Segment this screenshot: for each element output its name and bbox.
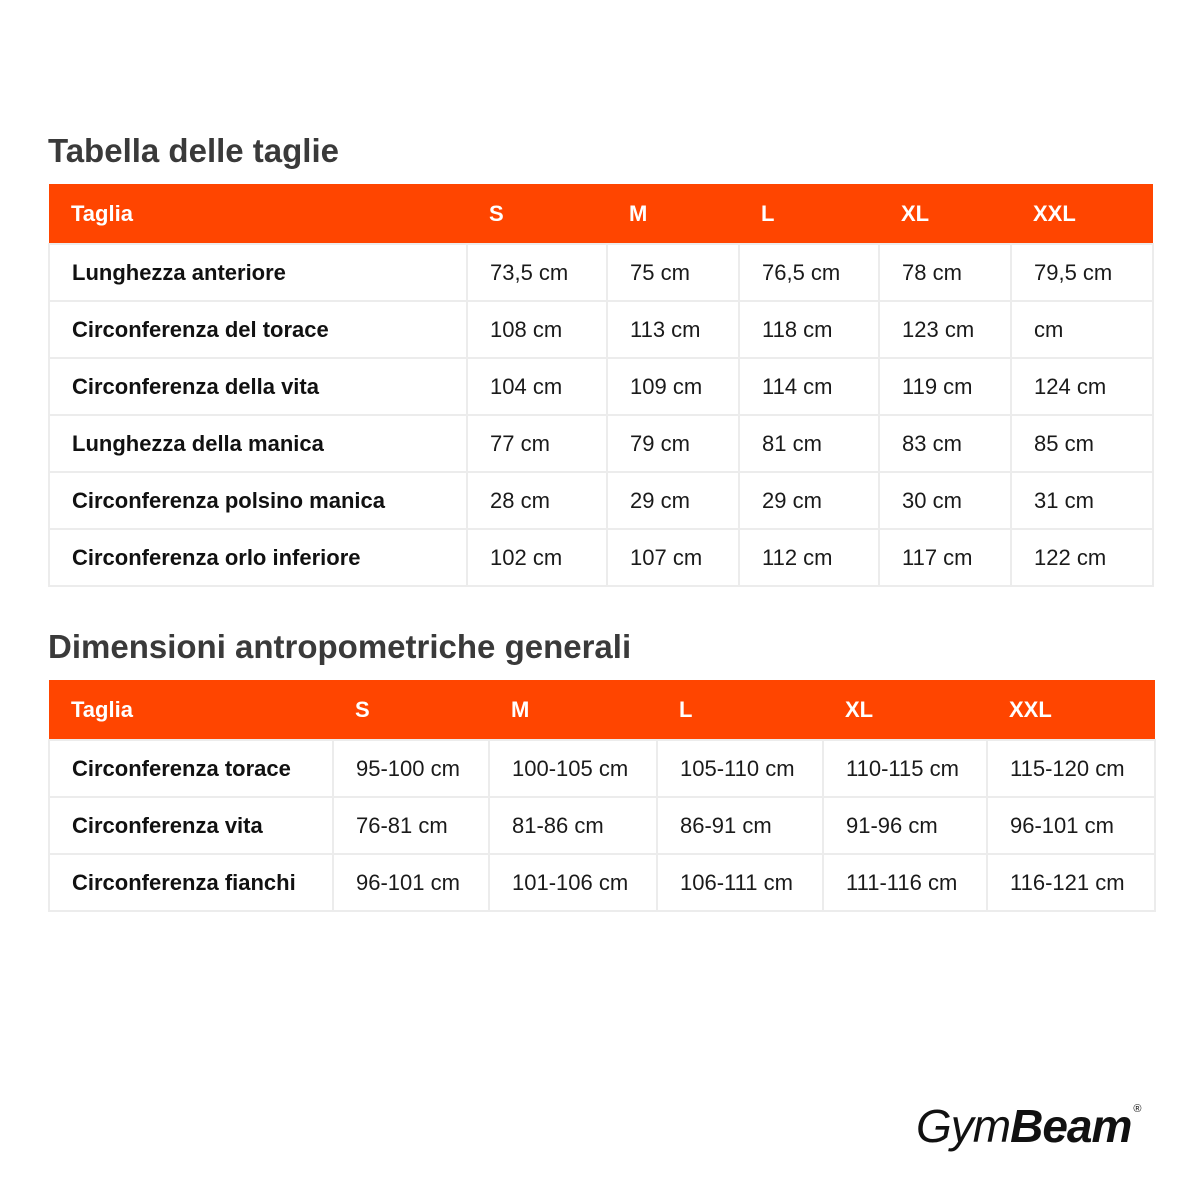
- header-cell-l: L: [739, 184, 879, 244]
- table-cell: 105-110 cm: [657, 740, 823, 797]
- table-cell: 123 cm: [879, 301, 1011, 358]
- table-cell: 106-111 cm: [657, 854, 823, 911]
- table-cell: 113 cm: [607, 301, 739, 358]
- header-cell-l: L: [657, 680, 823, 740]
- header-cell-xl: XL: [823, 680, 987, 740]
- table-cell: 76-81 cm: [333, 797, 489, 854]
- header-cell-size: Taglia: [49, 680, 333, 740]
- table-cell: 83 cm: [879, 415, 1011, 472]
- header-cell-xxl: XXL: [987, 680, 1155, 740]
- table-cell: 111-116 cm: [823, 854, 987, 911]
- table-cell: 79 cm: [607, 415, 739, 472]
- table-cell: 86-91 cm: [657, 797, 823, 854]
- table-cell: 29 cm: [607, 472, 739, 529]
- table-row: [49, 797, 1155, 854]
- table-row: [49, 358, 1153, 415]
- table-cell: 91-96 cm: [823, 797, 987, 854]
- table-cell: 110-115 cm: [823, 740, 987, 797]
- table-cell: 73,5 cm: [467, 244, 607, 301]
- header-cell-xl: XL: [879, 184, 1011, 244]
- size-chart-title: Tabella delle taglie: [48, 132, 339, 169]
- header-cell-s: S: [333, 680, 489, 740]
- header-cell-s: S: [467, 184, 607, 244]
- size-chart-header-row: [49, 184, 1153, 244]
- row-label: Circonferenza fianchi: [49, 854, 333, 911]
- row-label: Lunghezza della manica: [49, 415, 467, 472]
- table-cell: 96-101 cm: [333, 854, 489, 911]
- logo-text-beam: Beam: [1010, 1100, 1132, 1152]
- table-cell: 77 cm: [467, 415, 607, 472]
- table-cell: 100-105 cm: [489, 740, 657, 797]
- header-cell-m: M: [489, 680, 657, 740]
- table-cell: 101-106 cm: [489, 854, 657, 911]
- table-cell: 119 cm: [879, 358, 1011, 415]
- row-label: Circonferenza della vita: [49, 358, 467, 415]
- table-cell: 124 cm: [1011, 358, 1153, 415]
- table-cell: 107 cm: [607, 529, 739, 586]
- header-cell-m: M: [607, 184, 739, 244]
- table-cell: 95-100 cm: [333, 740, 489, 797]
- row-label: Lunghezza anteriore: [49, 244, 467, 301]
- table-row: [49, 244, 1153, 301]
- table-cell: 109 cm: [607, 358, 739, 415]
- table-cell: 104 cm: [467, 358, 607, 415]
- table-cell: 75 cm: [607, 244, 739, 301]
- table-cell: 78 cm: [879, 244, 1011, 301]
- row-label: Circonferenza vita: [49, 797, 333, 854]
- header-cell-xxl: XXL: [1011, 184, 1153, 244]
- table-row: [49, 472, 1153, 529]
- table-row: [49, 854, 1155, 911]
- table-cell: 102 cm: [467, 529, 607, 586]
- table-row: [49, 415, 1153, 472]
- body-dimensions-header-row: [49, 680, 1155, 740]
- table-cell: 31 cm: [1011, 472, 1153, 529]
- table-cell: 114 cm: [739, 358, 879, 415]
- table-cell: 96-101 cm: [987, 797, 1155, 854]
- table-cell: 118 cm: [739, 301, 879, 358]
- gymbeam-logo: [916, 1098, 1142, 1154]
- table-cell: 122 cm: [1011, 529, 1153, 586]
- body-dimensions-table: [48, 680, 1156, 912]
- table-cell: 117 cm: [879, 529, 1011, 586]
- row-label: Circonferenza polsino manica: [49, 472, 467, 529]
- row-label: Circonferenza del torace: [49, 301, 467, 358]
- table-cell: 28 cm: [467, 472, 607, 529]
- table-row: [49, 529, 1153, 586]
- table-cell: cm: [1011, 301, 1153, 358]
- header-cell-size: Taglia: [49, 184, 467, 244]
- table-cell: 112 cm: [739, 529, 879, 586]
- table-row: [49, 301, 1153, 358]
- logo-text-gym: Gym: [916, 1100, 1011, 1152]
- table-cell: 30 cm: [879, 472, 1011, 529]
- table-cell: 85 cm: [1011, 415, 1153, 472]
- table-cell: 76,5 cm: [739, 244, 879, 301]
- row-label: Circonferenza torace: [49, 740, 333, 797]
- table-cell: 108 cm: [467, 301, 607, 358]
- table-cell: 29 cm: [739, 472, 879, 529]
- table-cell: 116-121 cm: [987, 854, 1155, 911]
- row-label: Circonferenza orlo inferiore: [49, 529, 467, 586]
- table-row: [49, 740, 1155, 797]
- table-cell: 81-86 cm: [489, 797, 657, 854]
- registered-mark: ®: [1133, 1103, 1142, 1115]
- body-dimensions-title: Dimensioni antropometriche generali: [48, 628, 632, 665]
- table-cell: 115-120 cm: [987, 740, 1155, 797]
- table-cell: 81 cm: [739, 415, 879, 472]
- size-chart-table: [48, 184, 1154, 587]
- table-cell: 79,5 cm: [1011, 244, 1153, 301]
